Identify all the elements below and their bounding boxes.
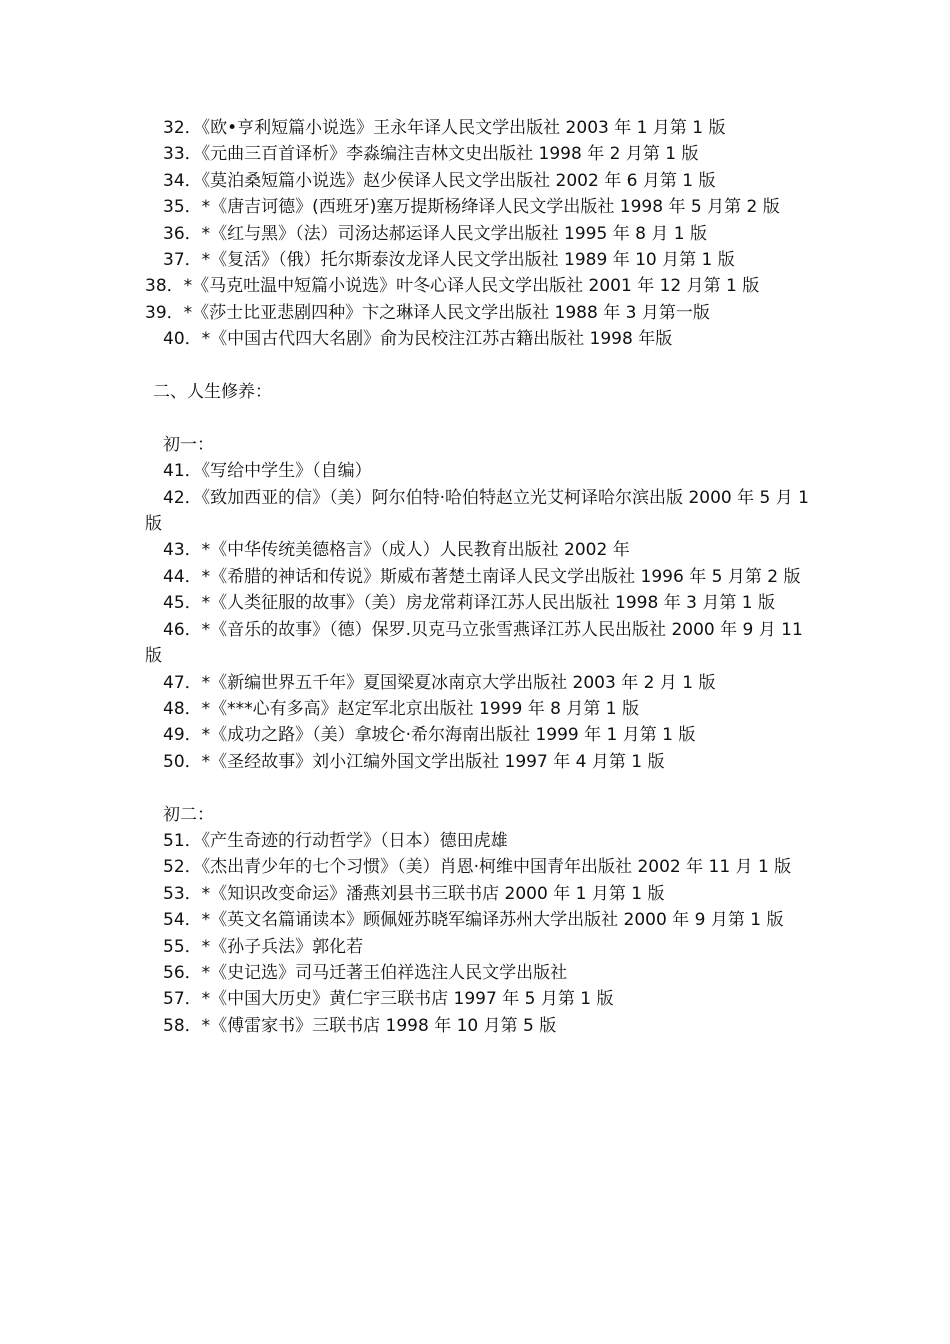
spacer [145, 353, 810, 379]
reading-list [145, 115, 810, 1039]
list-item: 33．《元曲三百首译析》李淼编注吉林文史出版社 1998 年 2 月第 1 版 [163, 144, 699, 165]
list-item: 40．*《中国古代四大名剧》俞为民校注江苏古籍出版社 1998 年版 [163, 329, 673, 350]
list-item: 56．*《史记选》司马迁著王伯祥选注人民文学出版社 [163, 962, 568, 983]
list-item: 44．*《希腊的神话和传说》斯威布著楚土南译人民文学出版社 1996 年 5 月第 2 版 [163, 566, 801, 587]
list-item: 55．*《孙子兵法》郭化若 [163, 936, 364, 957]
grade-heading: 初一： [163, 434, 214, 455]
list-item: 39．*《莎士比亚悲剧四种》卞之琳译人民文学出版社 1988 年 3 月第一版 [145, 302, 710, 323]
spacer [145, 405, 810, 431]
list-item: 46．*《音乐的故事》（德）保罗.贝克马立张雪燕译江苏人民出版社 2000 年 9 月 11 版 [145, 619, 803, 667]
list-item: 32．《欧•亨利短篇小说选》王永年译人民文学出版社 2003 年 1 月第 1 版 [163, 118, 726, 138]
list-item: 37．*《复活》（俄）托尔斯泰汝龙译人民文学出版社 1989 年 10 月第 1 版 [163, 250, 735, 271]
list-item: 54．*《英文名篇诵读本》顾佩娅苏晓军编译苏州大学出版社 2000 年 9 月第 1 版 [163, 910, 784, 931]
list-item: 38．*《马克吐温中短篇小说选》叶冬心译人民文学出版社 2001 年 12 月第 1 版 [145, 276, 760, 297]
list-item: 53．*《知识改变命运》潘燕刘县书三联书店 2000 年 1 月第 1 版 [163, 883, 665, 904]
list-item: 50．*《圣经故事》刘小江编外国文学出版社 1997 年 4 月第 1 版 [163, 751, 665, 772]
list-item: 48．*《***心有多高》赵定军北京出版社 1999 年 8 月第 1 版 [163, 698, 639, 719]
list-item: 42．《致加西亚的信》（美）阿尔伯特·哈伯特赵立光艾柯译哈尔滨出版 2000 年 5 月 1 版 [145, 487, 809, 535]
list-item: 57．*《中国大历史》黄仁宇三联书店 1997 年 5 月第 1 版 [163, 989, 614, 1010]
list-item: 49．*《成功之路》（美）拿坡仑·希尔海南出版社 1999 年 1 月第 1 版 [163, 725, 696, 746]
list-item: 52．《杰出青少年的七个习惯》（美）肖恩·柯维中国青年出版社 2002 年 11 月 1 版 [163, 857, 792, 878]
section-heading: 二、人生修养： [153, 382, 272, 403]
list-item: 45．*《人类征服的故事》（美）房龙常莉译江苏人民出版社 1998 年 3 月第 1 版 [163, 593, 775, 614]
list-item: 41．《写给中学生》（自编） [163, 461, 372, 482]
list-item: 34．《莫泊桑短篇小说选》赵少侯译人民文学出版社 2002 年 6 月第 1 版 [163, 170, 716, 191]
list-item: 58．*《傅雷家书》三联书店 1998 年 10 月第 5 版 [163, 1015, 557, 1036]
grade-heading: 初二： [163, 804, 214, 825]
list-item: 43．*《中华传统美德格言》（成人）人民教育出版社 2002 年 [163, 540, 630, 561]
list-item: 47．*《新编世界五千年》夏国梁夏冰南京大学出版社 2003 年 2 月 1 版 [163, 672, 716, 693]
list-item: 35．*《唐吉诃德》(西班牙)塞万提斯杨绛译人民文学出版社 1998 年 5 月第 2 版 [163, 197, 780, 218]
spacer [145, 775, 810, 801]
list-item: 51．《产生奇迹的行动哲学》（日本）德田虎雄 [163, 830, 508, 851]
list-item: 36．*《红与黑》（法）司汤达郝运译人民文学出版社 1995 年 8 月 1 版 [163, 223, 707, 244]
